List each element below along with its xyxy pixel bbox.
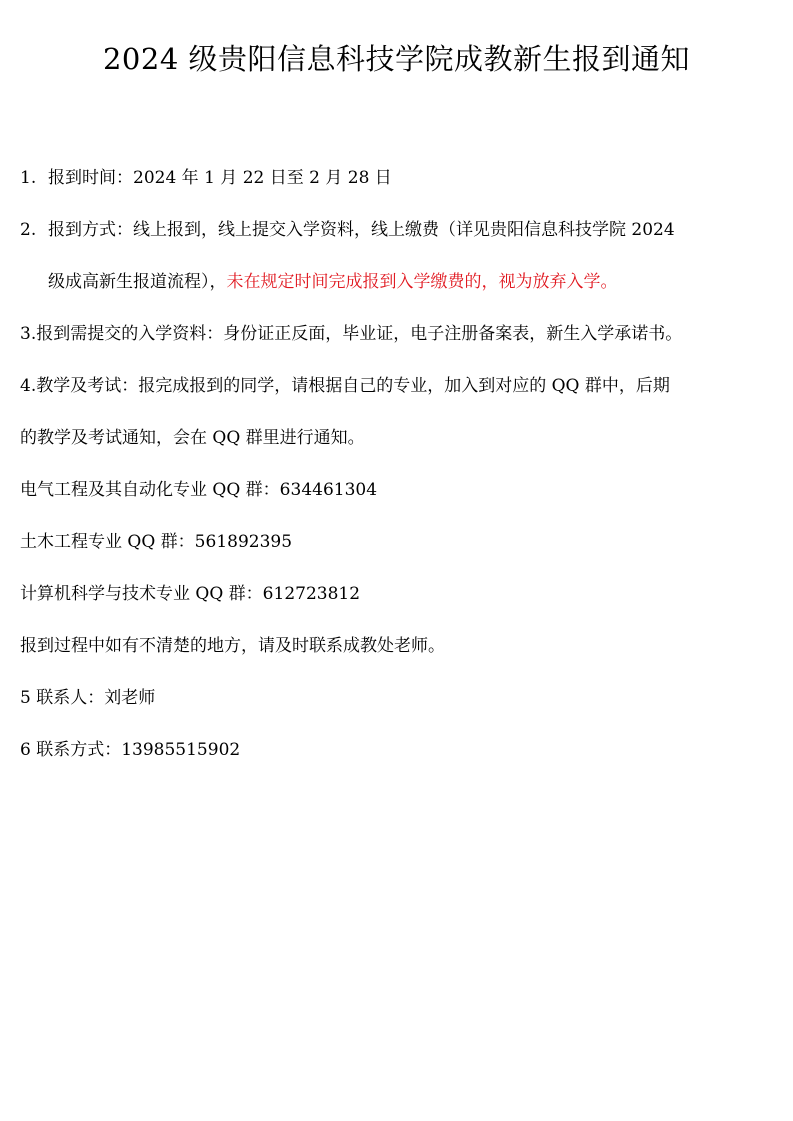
item-registration-method [20, 217, 780, 243]
help-text: 报到过程中如有不清楚的地方，请及时联系成教处老师。 [20, 636, 445, 656]
item-text: 3.报到需提交的入学资料：身份证正反面，毕业证，电子注册备案表，新生入学承诺书。 [20, 324, 683, 344]
item-text: 的教学及考试通知，会在 QQ 群里进行通知。 [20, 428, 365, 448]
item-number: 1. [20, 168, 37, 188]
warning-text: 未在规定时间完成报到入学缴费的，视为放弃入学。 [226, 272, 618, 292]
page-title: 2024 级贵阳信息科技学院成教新生报到通知 [102, 42, 691, 76]
qq-group-electrical: 电气工程及其自动化专业 QQ 群：634461304 [20, 480, 378, 500]
item-teaching-exams [20, 373, 780, 399]
qq-group-computer: 计算机科学与技术专业 QQ 群：612723812 [20, 584, 361, 604]
item-text: 报到方式：线上报到，线上提交入学资料，线上缴费（详见贵阳信息科技学院 2024 [48, 220, 675, 240]
item-text: 级成高新生报道流程）， [48, 272, 227, 292]
item-required-documents [20, 321, 780, 347]
item-number: 2. [20, 220, 37, 240]
contact-person: 5 联系人：刘老师 [20, 688, 156, 708]
item-text: 报到时间：2024 年 1 月 22 日至 2 月 28 日 [48, 168, 392, 188]
contact-method: 6 联系方式：13985515902 [20, 740, 241, 760]
item-text: 4.教学及考试：报完成报到的同学，请根据自己的专业，加入到对应的 QQ 群中，后期 [20, 376, 670, 396]
qq-group-civil: 土木工程专业 QQ 群：561892395 [20, 532, 293, 552]
item-teaching-exams-continued [20, 425, 780, 451]
item-registration-method-continued [48, 269, 793, 295]
item-registration-time [20, 165, 780, 191]
